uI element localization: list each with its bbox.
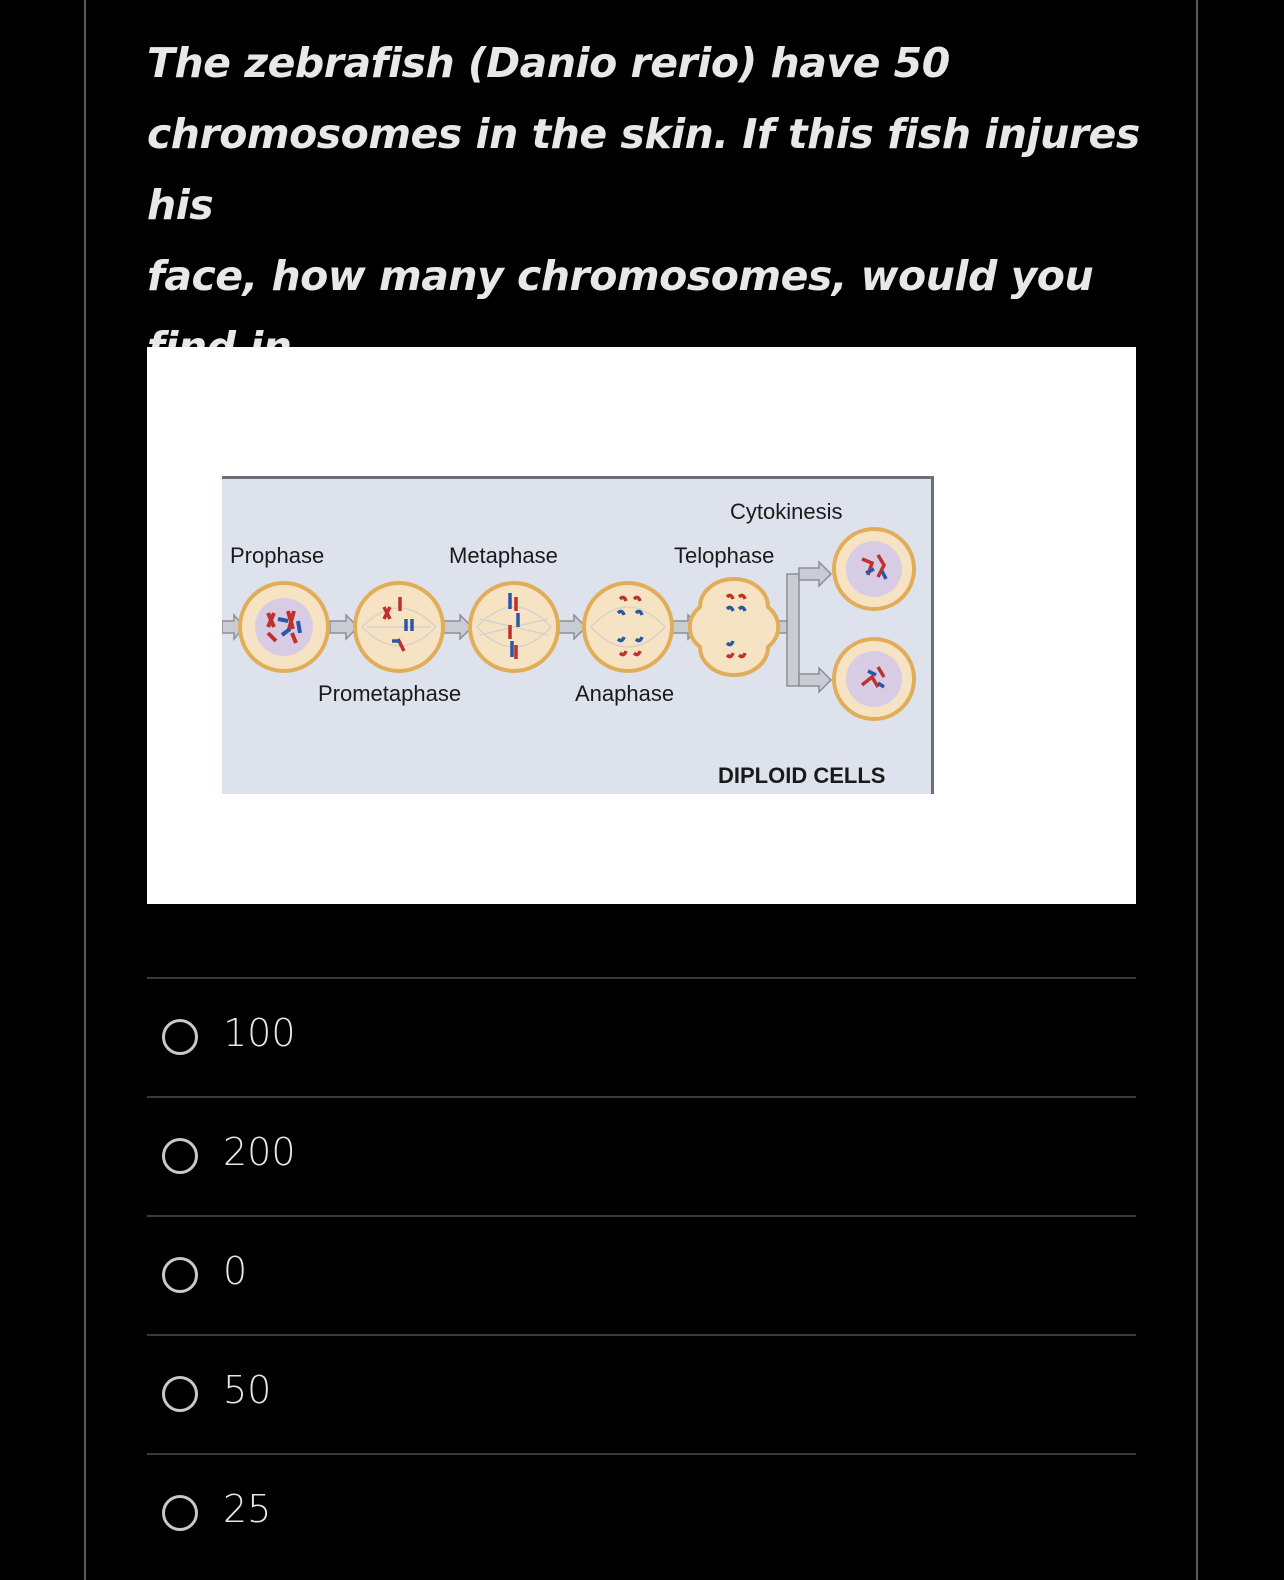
option-0[interactable]: [147, 1215, 1136, 1334]
right-border: [1196, 0, 1198, 1580]
left-border: [84, 0, 86, 1580]
prophase-cell: [240, 583, 328, 671]
option-label: 50: [223, 1368, 272, 1412]
mitosis-illustration: [222, 479, 934, 797]
option-label: 200: [223, 1130, 296, 1174]
label-prometaphase: Prometaphase: [318, 681, 462, 706]
radio-button[interactable]: [162, 1257, 198, 1293]
label-diploid-cells: DIPLOID CELLS: [718, 763, 886, 788]
radio-button[interactable]: [162, 1376, 198, 1412]
question-line-1: The zebrafish (Danio rerio) have 50: [147, 39, 950, 87]
anaphase-cell: [584, 583, 672, 671]
option-100[interactable]: [147, 977, 1136, 1096]
daughter-cell-top: [834, 529, 914, 609]
label-prophase: Prophase: [230, 543, 325, 568]
question-line-3: face, how many chromosomes, would you: [147, 252, 1094, 300]
radio-button[interactable]: [162, 1138, 198, 1174]
label-telophase: Telophase: [674, 543, 775, 568]
metaphase-cell: [470, 583, 558, 671]
question-line-2: chromosomes in the skin. If this fish injures his: [147, 110, 1140, 229]
question-figure: [147, 347, 1136, 904]
radio-button[interactable]: [162, 1495, 198, 1531]
label-anaphase: Anaphase: [575, 681, 675, 706]
option-25[interactable]: [147, 1453, 1136, 1572]
label-cytokinesis: Cytokinesis: [730, 499, 843, 524]
telophase-cell: [690, 579, 778, 675]
mitosis-diagram: [222, 476, 934, 794]
option-label: 100: [223, 1011, 296, 1055]
label-metaphase: Metaphase: [449, 543, 558, 568]
prometaphase-cell: [355, 583, 443, 671]
option-50[interactable]: [147, 1334, 1136, 1453]
answer-options: [147, 977, 1136, 1572]
option-200[interactable]: [147, 1096, 1136, 1215]
daughter-cell-bottom: [834, 639, 914, 719]
option-label: 0: [223, 1249, 248, 1293]
radio-button[interactable]: [162, 1019, 198, 1055]
option-label: 25: [223, 1487, 272, 1531]
